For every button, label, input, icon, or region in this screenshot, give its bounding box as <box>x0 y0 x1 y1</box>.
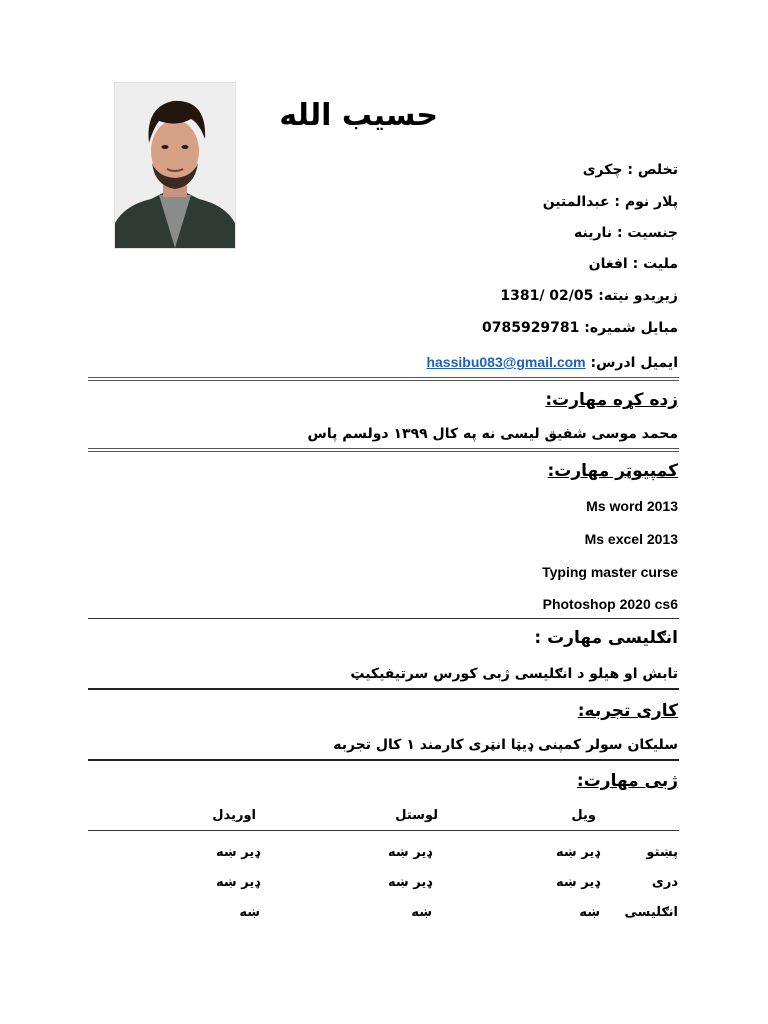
info-email <box>426 354 678 371</box>
email-label: ایمیل ادرس: <box>590 355 678 371</box>
birth-date-value: 1381/ 02/05 <box>500 288 594 304</box>
work-experience-heading: کاری تجربه: <box>577 701 678 721</box>
nationality-value: افغان <box>588 256 628 272</box>
education-heading: زده کړه مهارت: <box>545 390 678 410</box>
info-birth-date <box>500 288 678 304</box>
gender-label: جنسیت : <box>616 225 678 241</box>
language-level: ډیر ښه <box>556 845 600 860</box>
computer-skill-item: Ms excel 2013 <box>584 531 678 547</box>
language-level: ډیر ښه <box>388 845 432 860</box>
divider <box>88 618 679 619</box>
english-skills-text: تابش او هیلو د انګلیسی ژبی کورس سرتیفیکیټ <box>350 666 678 682</box>
language-name: دری <box>651 875 678 890</box>
language-name: پښتو <box>646 845 678 860</box>
birth-date-label: زیږیدو نیته: <box>598 288 678 304</box>
phone-label: مبایل شمیره: <box>584 320 678 336</box>
computer-skill-item: Ms word 2013 <box>586 498 678 514</box>
info-surname <box>583 162 678 178</box>
applicant-name: حسیب الله <box>279 98 438 133</box>
language-level: ډیر ښه <box>388 875 432 890</box>
language-level: ښه <box>239 905 260 920</box>
phone-value: 0785929781 <box>481 320 580 336</box>
info-father-name <box>543 194 678 210</box>
nationality-label: ملیت : <box>632 256 678 272</box>
computer-skill-item: Photoshop 2020 cs6 <box>542 596 678 612</box>
divider <box>88 377 679 381</box>
english-skills-heading: انګلیسی مهارت : <box>534 628 678 648</box>
divider <box>88 759 679 761</box>
divider <box>88 830 679 831</box>
language-level: ډیر ښه <box>556 875 600 890</box>
gender-value: نارینه <box>574 225 613 241</box>
surname-label: تخلص : <box>627 162 678 178</box>
language-level: ښه <box>411 905 432 920</box>
surname-value: چکری <box>582 162 623 178</box>
father-name-value: عبدالمتین <box>542 194 610 210</box>
language-level: ډیر ښه <box>216 875 260 890</box>
column-speaking: ویل <box>571 808 596 823</box>
divider <box>88 688 679 690</box>
info-phone <box>482 320 678 336</box>
language-level: ډیر ښه <box>216 845 260 860</box>
info-gender <box>574 225 678 241</box>
language-skills-heading: ژبی مهارت: <box>576 771 678 791</box>
profile-photo <box>114 82 236 249</box>
info-nationality <box>589 256 678 272</box>
column-listening: اوریدل <box>212 808 256 823</box>
email-link[interactable]: hassibu083@gmail.com <box>426 354 586 370</box>
computer-skill-item: Typing master curse <box>542 564 678 580</box>
education-text: محمد موسی شفیق لیسی نه په کال ۱۳۹۹ دولسم پاس <box>307 426 678 442</box>
column-reading: لوستل <box>395 808 438 823</box>
computer-skills-heading: کمپیوټر مهارت: <box>547 461 678 481</box>
divider <box>88 448 679 452</box>
portrait-image <box>115 83 235 248</box>
language-name: انګلیسی <box>624 905 678 920</box>
language-level: ښه <box>579 905 600 920</box>
work-experience-text: سلیکان سولر کمپنی ډیټا انټری کارمند ۱ کال تجربه <box>333 737 678 753</box>
father-name-label: پلار نوم : <box>614 194 678 210</box>
